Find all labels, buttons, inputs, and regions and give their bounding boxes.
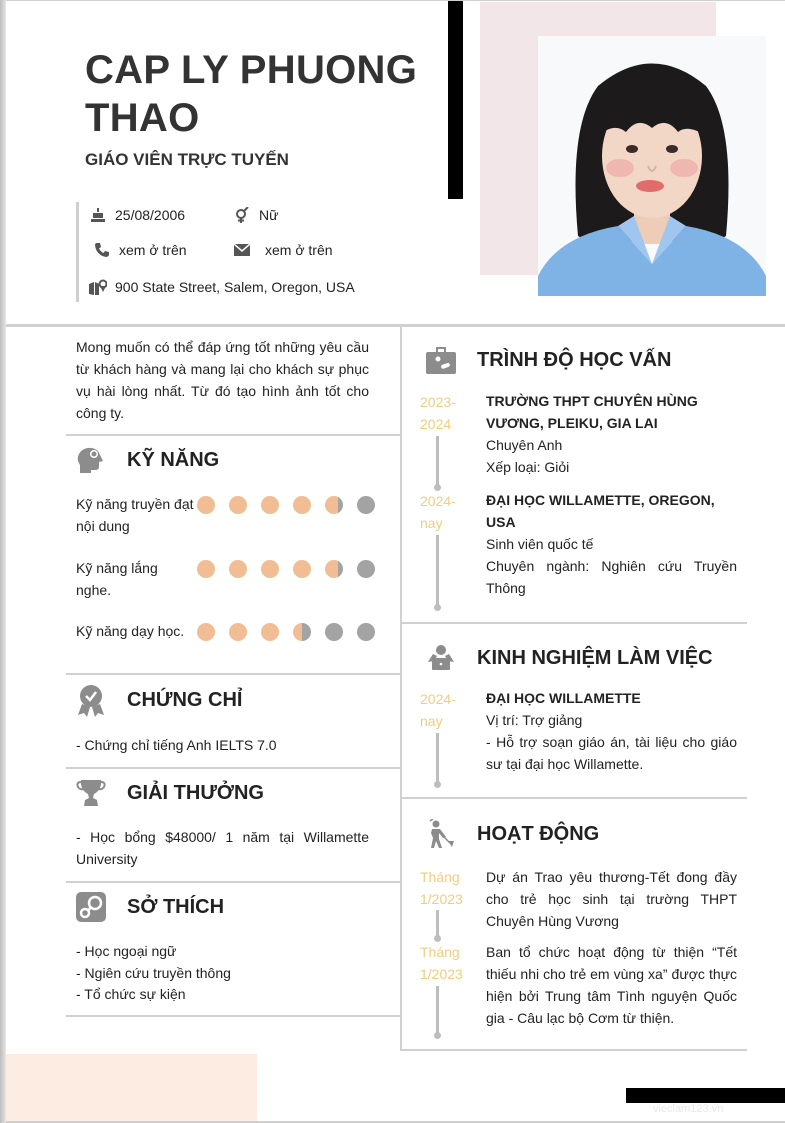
person-laptop-icon [426,643,456,673]
map-pin-icon [89,279,107,295]
rating-dot-filled [197,560,215,578]
activity-date: Tháng 1/2023 [420,944,463,982]
timeline-dot [434,1032,441,1039]
phone-item [93,242,187,258]
education-detail: Sinh viên quốc tế [486,536,594,552]
rating-dot-empty [357,496,375,514]
education-title: TRÌNH ĐỘ HỌC VẤN [477,348,672,371]
portrait-image [538,36,766,296]
activities-header [426,819,599,849]
phone-value: xem ở trên [119,242,187,258]
rating-dot-filled [229,623,247,641]
candidate-name: CAP LY PHUONG THAO [85,48,418,140]
certificate-item: - Chứng chỉ tiếng Anh IELTS 7.0 [76,737,277,753]
section-divider [66,1015,400,1017]
decorative-peach-block [6,1054,257,1121]
experience-header [426,643,713,673]
job-title: GIÁO VIÊN TRỰC TUYẾN [85,150,289,169]
experience-entry [486,687,737,775]
rating-dot-partial [293,623,311,641]
awards-header [76,778,264,808]
birthday-value: 25/08/2006 [115,207,186,223]
address-item [89,279,355,295]
section-divider [66,673,400,675]
trophy-icon [76,778,106,808]
education-header [426,345,671,375]
experience-title: KINH NGHIỆM LÀM VIỆC [477,646,713,669]
rating-dot-filled [261,623,279,641]
header-divider [6,324,785,327]
activity-description: Ban tổ chức hoạt động từ thiện “Tết thiếu nhi cho trẻ em vùng xa” được thực hiện bởi Trung tâm Tình nguyện Quốc gia - Câu lạc bộ Cơm từ thiện. [486,944,737,1026]
rating-dot-filled [229,496,247,514]
hobby-item: - Ngiên cứu truyền thông [76,965,231,981]
education-detail: Chuyên ngành: Nghiên cứu Truyền Thông [486,558,737,596]
rating-dot-filled [229,560,247,578]
activities-title: HOẠT ĐỘNG [477,822,600,845]
worker-shovel-icon [426,819,456,849]
contact-info [76,202,406,302]
skill-rating [197,623,375,641]
award-badge-icon [76,685,106,715]
gender-icon [233,207,251,223]
decorative-black-bar [448,1,463,199]
watermark: vieclam123.vn [653,1103,724,1115]
gender-item [233,207,278,223]
birthday-cake-icon [89,207,107,223]
rating-dot-empty [357,623,375,641]
briefcase-icon [426,345,456,375]
gender-value: Nữ [259,207,279,223]
skill-rating [197,560,375,578]
address-value: 900 State Street, Salem, Oregon, USA [115,279,355,295]
timeline-line [436,733,439,783]
activity-date: Tháng 1/2023 [420,869,463,907]
timeline-line [436,986,439,1034]
rating-dot-partial [325,560,343,578]
school-name: TRƯỜNG THPT CHUYÊN HÙNG VƯƠNG, PLEIKU, GIA LAI [486,393,698,431]
page-top-border [6,0,785,1]
company-name: ĐẠI HỌC WILLAMETTE [486,690,641,706]
skills-title: KỸ NĂNG [127,448,220,471]
skill-rating [197,496,375,514]
awards-title: GIẢI THƯỞNG [127,781,264,804]
section-divider [66,434,400,436]
certificates-header [76,685,242,715]
rating-dot-filled [261,560,279,578]
envelope-icon [233,242,251,258]
career-objective: Mong muốn có thể đáp ứng tốt những yêu cầu từ khách hàng và mang lại cho khách sự phục vụ hài lòng nhất. Từ đó tạo hình ảnh tốt cho công ty. [76,339,369,421]
rating-dot-filled [293,560,311,578]
birthday-item [89,207,185,223]
section-divider [66,881,400,883]
email-value: xem ở trên [265,242,333,258]
page-edge [0,0,6,1123]
phone-icon [93,242,111,258]
skill-label: Kỹ năng dạy học. [76,623,185,639]
education-detail: Chuyên Anh [486,437,563,453]
column-divider [400,327,402,1051]
hobby-item: - Học ngoại ngữ [76,943,177,959]
timeline-dot [434,604,441,611]
job-description: - Hỗ trợ soạn giáo án, tài liệu cho giáo sư tại đại học Willamette. [486,734,737,772]
education-date: 2023- 2024 [420,394,456,432]
activity-entry [486,941,737,1029]
hobbies-header [76,892,224,922]
hobby-item: - Tổ chức sự kiện [76,986,186,1002]
section-divider [402,797,747,799]
section-divider [402,622,747,624]
certificates-title: CHỨNG CHỈ [127,688,243,711]
education-entry [486,390,737,478]
skill-label: Kỹ năng lắng nghe. [76,560,158,598]
rating-dot-filled [197,496,215,514]
decorative-black-footer-bar [626,1088,785,1103]
school-name: ĐẠI HỌC WILLAMETTE, OREGON, USA [486,492,715,530]
activity-entry [486,866,737,932]
section-divider [402,1049,747,1051]
skill-label: Kỹ năng truyền đạt nội dung [76,496,194,534]
position: Vị trí: Trợ giảng [486,712,583,728]
hobbies-title: SỞ THÍCH [127,895,225,918]
rating-dot-partial [325,496,343,514]
timeline-dot [434,781,441,788]
timeline-line [436,436,439,486]
section-divider [66,767,400,769]
rating-dot-empty [325,623,343,641]
rating-dot-empty [357,560,375,578]
timeline-line [436,910,439,937]
education-date: 2024- nay [420,493,456,531]
award-item: - Học bổng $48000/ 1 năm tại Willamette University [76,829,369,867]
experience-date: 2024- nay [420,691,456,729]
activity-description: Dự án Trao yêu thương-Tết đong đầy cho trẻ học sinh tại trường THPT Chuyên Hùng Vương [486,869,737,929]
profile-photo [538,36,766,296]
rating-dot-filled [197,623,215,641]
head-lightbulb-icon [76,445,106,475]
steam-icon [76,892,106,922]
skills-header [76,445,219,475]
rating-dot-filled [261,496,279,514]
rating-dot-filled [293,496,311,514]
timeline-line [436,535,439,607]
education-detail: Xếp loại: Giỏi [486,459,570,475]
email-item [233,242,333,258]
education-entry [486,489,737,599]
